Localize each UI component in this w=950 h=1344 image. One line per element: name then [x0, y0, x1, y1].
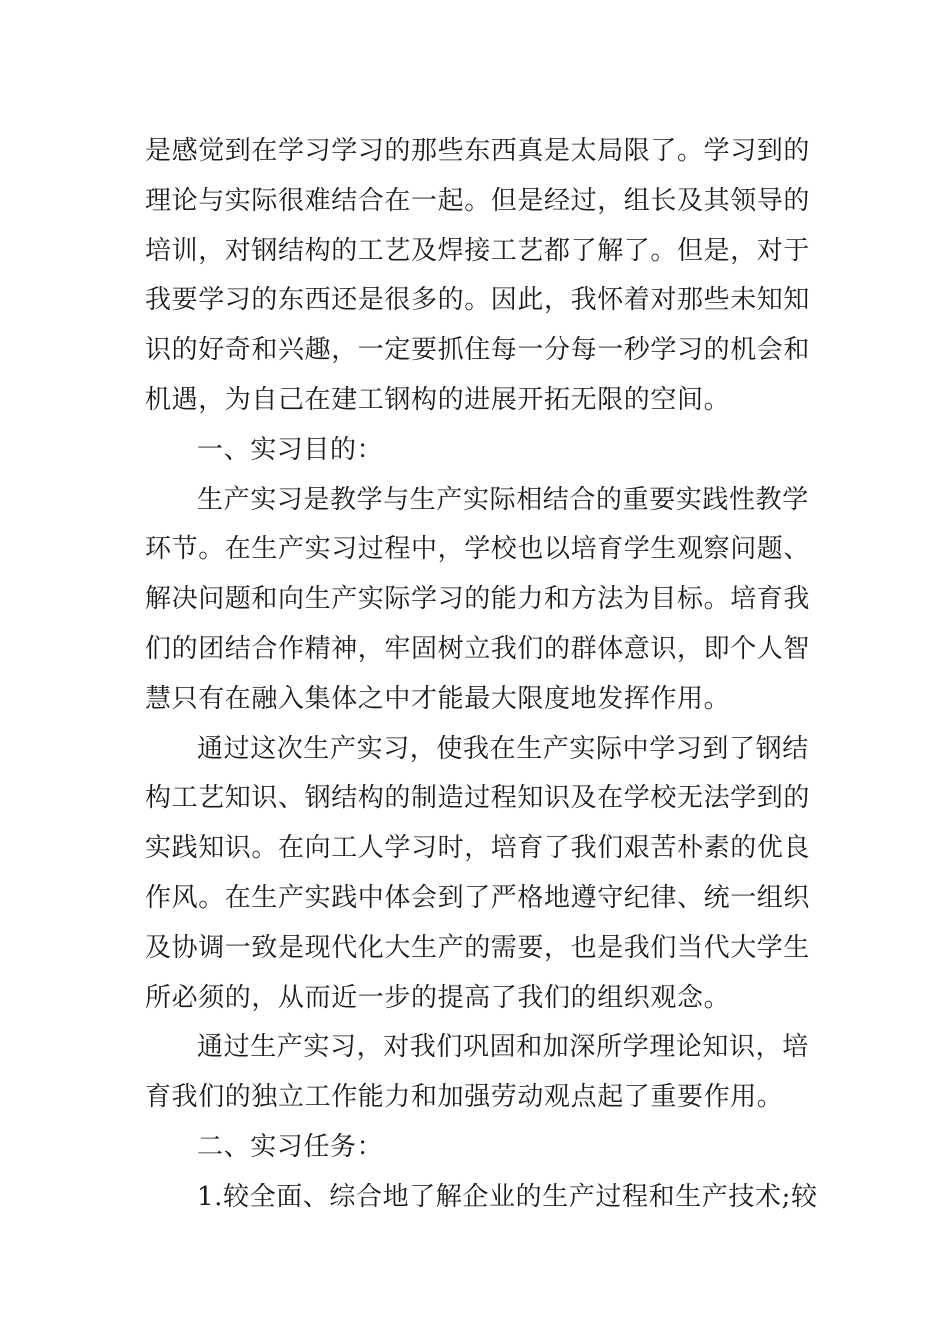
text-line: 机遇，为自己在建工钢构的进展开拓无限的空间。 — [145, 384, 731, 415]
text-line: 及协调一致是现代化大生产的需要，也是我们当代大学生 — [145, 932, 811, 963]
document-body — [145, 127, 818, 1223]
text-line: 解决问题和向生产实际学习的能力和方法为目标。培育我 — [145, 584, 811, 615]
text-line: 生产实习是教学与生产实际相结合的重要实践性教学 — [197, 484, 809, 515]
text-line: 通过这次生产实习，使我在生产实际中学习到了钢结 — [197, 733, 809, 764]
section-heading: 一、实习目的： — [197, 434, 384, 465]
text-line: 理论与实际很难结合在一起。但是经过，组长及其领导的 — [145, 185, 811, 216]
text-line: 所必须的，从而近一步的提高了我们的组织观念。 — [145, 982, 731, 1013]
text-line: 慧只有在融入集体之中才能最大限度地发挥作用。 — [145, 683, 731, 714]
text-line: 通过生产实习，对我们巩固和加深所学理论知识，培 — [197, 1032, 809, 1063]
text-line: 我要学习的东西还是很多的。因此，我怀着对那些未知知 — [145, 285, 811, 316]
section-heading: 二、实习任务： — [197, 1131, 384, 1162]
text-line: 识的好奇和兴趣，一定要抓住每一分每一秒学习的机会和 — [145, 335, 811, 366]
text-line: 构工艺知识、钢结构的制造过程知识及在学校无法学到的 — [145, 783, 811, 814]
text-line: 作风。在生产实践中体会到了严格地遵守纪律、统一组织 — [145, 882, 811, 913]
text-line: 环节。在生产实习过程中，学校也以培育学生观察问题、 — [145, 534, 811, 565]
text-line: 实践知识。在向工人学习时，培育了我们艰苦朴素的优良 — [145, 833, 811, 864]
text-line: 育我们的独立工作能力和加强劳动观点起了重要作用。 — [145, 1082, 784, 1113]
text-line: 们的团结合作精神，牢固树立我们的群体意识，即个人智 — [145, 633, 811, 664]
text-line: 1.较全面、综合地了解企业的生产过程和生产技术;较 — [197, 1181, 818, 1212]
text-line: 培训，对钢结构的工艺及焊接工艺都了解了。但是，对于 — [145, 235, 811, 266]
text-line: 是感觉到在学习学习的那些东西真是太局限了。学习到的 — [145, 136, 811, 166]
